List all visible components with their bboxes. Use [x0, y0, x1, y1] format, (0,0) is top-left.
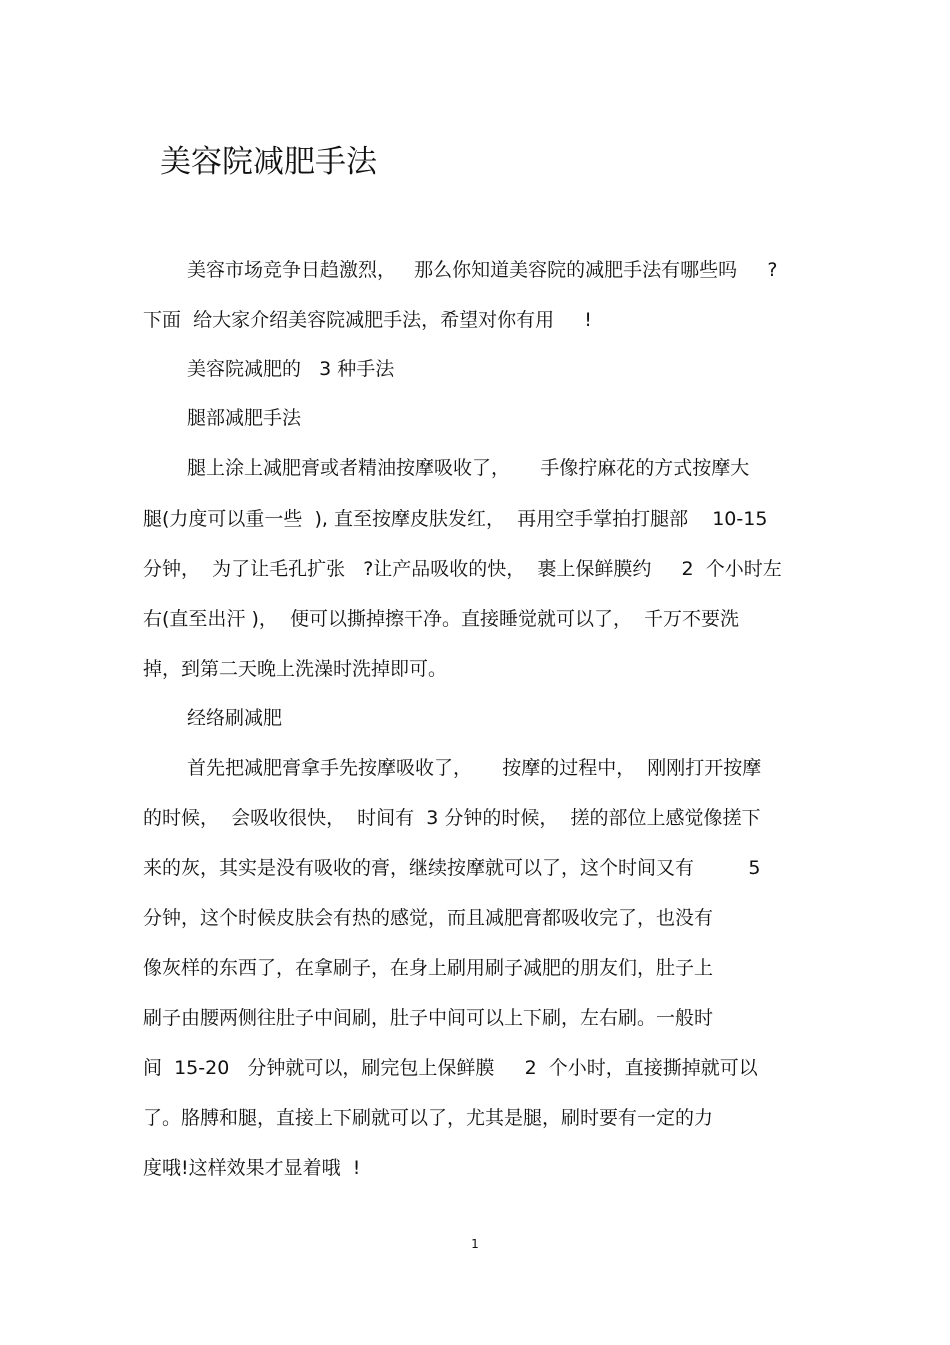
section-heading: 美容院减肥的 3 种手法 [187, 358, 395, 380]
leg-heading: 腿部减肥手法 [187, 407, 302, 429]
brush-paragraph-line: 像灰样的东西了，在拿刷子，在身上刷用刷子减肥的朋友们，肚子上 [143, 957, 714, 979]
brush-heading: 经络刷减肥 [187, 707, 283, 729]
brush-paragraph-line: 间 15-20 分钟就可以，刷完包上保鲜膜 2 个小时，直接撕掉就可以 [143, 1057, 758, 1079]
brush-paragraph-line: 刷子由腰两侧往肚子中间刷，肚子中间可以上下刷，左右刷。一般时 [143, 1007, 714, 1029]
page-title: 美容院减肥手法 [160, 144, 377, 180]
brush-paragraph-line: 度哦!这样效果才显着哦 ! [143, 1157, 361, 1179]
brush-paragraph-line: 了。胳膊和腿，直接上下刷就可以了，尤其是腿，刷时要有一定的力 [143, 1107, 714, 1129]
leg-paragraph-line: 腿(力度可以重一些 ), 直至按摩皮肤发红， 再用空手掌拍打腿部 10-15 [143, 508, 768, 530]
leg-paragraph-line: 掉，到第二天晚上洗澡时洗掉即可。 [143, 658, 448, 680]
brush-paragraph-line: 首先把减肥膏拿手先按摩吸收了， 按摩的过程中， 刚刚打开按摩 [187, 757, 762, 779]
brush-paragraph-line: 分钟，这个时候皮肤会有热的感觉，而且减肥膏都吸收完了，也没有 [143, 907, 714, 929]
intro-line-2: 下面 给大家介绍美容院减肥手法，希望对你有用 ! [143, 309, 592, 331]
leg-paragraph-line: 右(直至出汗 )， 便可以撕掉擦干净。直接睡觉就可以了， 千万不要洗 [143, 608, 740, 630]
page-number: 1 [471, 1237, 479, 1251]
brush-paragraph-line: 来的灰，其实是没有吸收的膏，继续按摩就可以了，这个时间又有 5 [143, 857, 761, 879]
intro-line-1: 美容市场竞争日趋激烈， 那么你知道美容院的减肥手法有哪些吗 ? [187, 259, 778, 281]
brush-paragraph-line: 的时候， 会吸收很快， 时间有 3 分钟的时候， 搓的部位上感觉像搓下 [143, 807, 761, 829]
leg-paragraph-line: 分钟， 为了让毛孔扩张 ?让产品吸收的快， 裹上保鲜膜约 2 个小时左 [143, 558, 782, 580]
leg-paragraph-line: 腿上涂上减肥膏或者精油按摩吸收了， 手像拧麻花的方式按摩大 [187, 457, 750, 479]
